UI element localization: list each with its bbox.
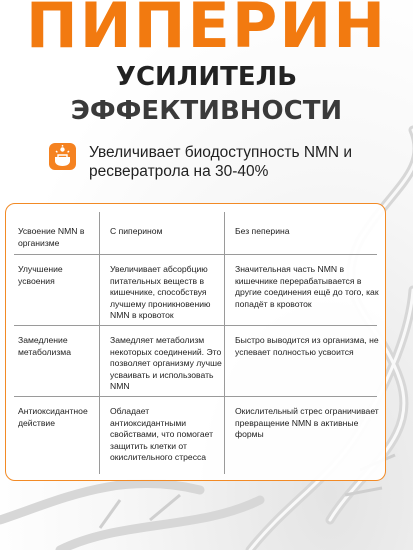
table-header: С пиперином (110, 226, 163, 236)
table-cell: Увеличивает абсорбцию питательных веществ в кишечнике, способствуя лучшему проникновению NMN в кровоток (110, 264, 211, 320)
info-text: Увеличивает биодоступность NMN и ресвератрола на 30-40% (89, 144, 353, 180)
table-cell: Обладает антиоксидантными свойствами, что помогает защитить клетки от окислительного стресса (110, 406, 214, 462)
sparkle-hand-icon (49, 143, 76, 170)
comparison-table (5, 203, 386, 481)
table-divider (14, 396, 377, 397)
page-title: ПИПЕРИН (25, 0, 388, 62)
table-cell: Быстро выводится из организма, не успевает полностью усвоится (235, 335, 379, 357)
table-header: Усвоение NMN в организме (18, 226, 85, 248)
table-divider (99, 212, 100, 474)
table-header: Без пеперина (235, 226, 290, 236)
table-divider (14, 254, 377, 255)
table-cell: Антиоксидантное действие (18, 406, 88, 428)
subtitle-line-2: ЭФФЕКТИВНОСТИ (70, 96, 343, 126)
table-cell: Замедляет метаболизм некоторых соединений. Это позволяет организму лучше усваивать и использовать NMN (110, 335, 222, 391)
table-divider (14, 325, 377, 326)
table-cell: Окислительный стрес ограничивает превращение NMN в активные формы (235, 406, 379, 439)
table-cell: Значительная часть NMN в кишечнике перерабатывается в другие соединения ещё до того, как попадёт в кровоток (235, 264, 379, 309)
table-cell: Замедление метаболизма (18, 335, 71, 357)
subtitle-line-1: УСИЛИТЕЛЬ (115, 62, 298, 92)
table-cell: Улучшение усвоения (18, 264, 63, 286)
